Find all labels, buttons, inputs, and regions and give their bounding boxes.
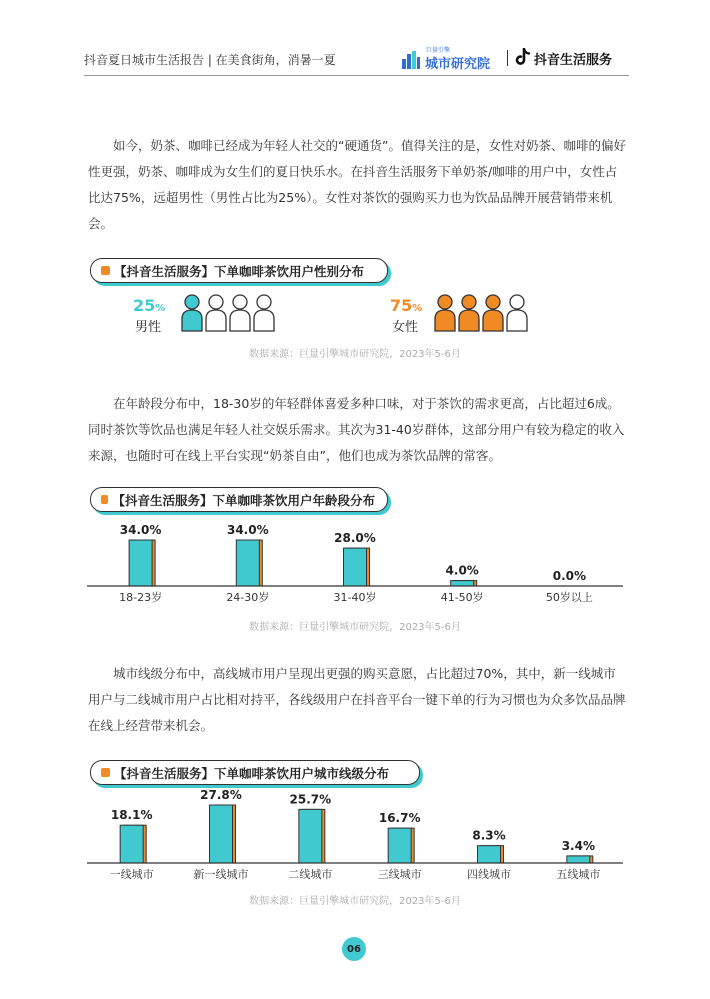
- category-label: 二线城市: [288, 868, 333, 881]
- bar: [299, 809, 322, 863]
- category-label: 四线城市: [467, 868, 511, 881]
- age-distribution-chart: [0, 515, 710, 615]
- female-percent: 75%: [390, 296, 423, 315]
- section-title-text: 【抖音生活服务】下单咖啡茶饮用户城市线级分布: [114, 765, 390, 781]
- logo-divider: [507, 50, 508, 66]
- female-person-icons: [433, 293, 533, 333]
- logo-text: 城市研究院: [425, 57, 491, 72]
- square-bullet-icon: [101, 768, 110, 777]
- section-title-city: [90, 760, 420, 785]
- logo2-text: 抖音生活服务: [534, 53, 613, 68]
- data-source-city: 数据来源：巨量引擎城市研究院，2023年5-6月: [249, 896, 461, 907]
- bar-value-label: 18.1%: [110, 808, 153, 823]
- paragraph-gender: 如今，奶茶、咖啡已经成为年轻人社交的“硬通货”。值得关注的是，女性对奶茶、咖啡的偏好性更强，奶茶、咖啡成为女生们的夏日快乐水。在抖音生活服务下单奶茶/咖啡的用户中，女性占比达75%，远超男性（男性占比为25%）。女性对茶饮的强购买力也为饮品品牌开展营销带来机会。: [88, 138, 626, 231]
- bar: [129, 540, 152, 586]
- city-institute-logo: [402, 45, 502, 71]
- report-title: 抖音夏日城市生活报告 | 在美食街角，消暑一夏: [84, 53, 336, 67]
- category-label: 五线城市: [556, 868, 601, 881]
- bar: [236, 540, 259, 586]
- page-number: 06: [342, 937, 366, 961]
- female-label: 女性: [392, 320, 419, 335]
- data-source-gender: 数据来源：巨量引擎城市研究院，2023年5-6月: [249, 349, 461, 360]
- header-divider: [84, 75, 629, 76]
- square-bullet-icon: [101, 495, 108, 504]
- bar: [451, 581, 474, 586]
- douyin-life-logo: [515, 46, 635, 70]
- bar-value-label: 27.8%: [200, 788, 242, 802]
- male-percent: 25%: [133, 296, 166, 315]
- bar-value-label: 34.0%: [226, 523, 269, 537]
- category-label: 31-40岁: [333, 591, 377, 604]
- logo-small-text: 巨量引擎: [426, 47, 451, 54]
- bar-value-label: 3.4%: [561, 838, 595, 853]
- category-label: 50岁以上: [545, 591, 593, 604]
- bar: [210, 805, 233, 863]
- bar: [120, 825, 143, 863]
- building-bars-icon: [402, 51, 420, 69]
- bar: [478, 846, 501, 863]
- bar: [388, 828, 411, 863]
- person-outline-icon: [252, 293, 276, 333]
- page-header: [84, 44, 629, 74]
- city-tier-chart: [0, 784, 710, 886]
- person-outline-icon: [505, 293, 529, 333]
- male-label: 男性: [135, 320, 162, 335]
- bar-value-label: 16.7%: [378, 811, 421, 826]
- bar-value-label: 4.0%: [445, 563, 479, 578]
- category-label: 18-23岁: [119, 591, 163, 604]
- bar-value-label: 0.0%: [552, 569, 587, 583]
- male-person-icons: [180, 293, 280, 333]
- bar: [344, 548, 367, 586]
- square-bullet-icon: [101, 266, 110, 275]
- category-label: 24-30岁: [226, 591, 270, 604]
- person-outline-icon: [228, 293, 252, 333]
- section-title-age: [90, 487, 388, 512]
- person-filled-icon: [433, 293, 457, 333]
- paragraph-city: 城市线级分布中，高线城市用户呈现出更强的购买意愿，占比超过70%，其中，新一线城市用户与二线城市用户占比相对持平，各线级用户在抖音平台一键下单的行为习惯也为众多饮品品牌在线上经营带来机会。: [88, 666, 626, 733]
- section-title-gender: [90, 258, 388, 283]
- section-title-text: 【抖音生活服务】下单咖啡茶饮用户性别分布: [114, 263, 365, 279]
- person-outline-icon: [204, 293, 228, 333]
- category-label: 一线城市: [109, 868, 154, 881]
- category-label: 三线城市: [377, 868, 422, 881]
- person-filled-icon: [180, 293, 204, 333]
- bar-value-label: 8.3%: [472, 828, 506, 843]
- bar-value-label: 34.0%: [119, 523, 162, 537]
- tiktok-note-icon: [515, 48, 531, 66]
- category-label: 新一线城市: [193, 868, 249, 881]
- category-label: 41-50岁: [440, 591, 484, 604]
- person-filled-icon: [457, 293, 481, 333]
- section-title-text: 【抖音生活服务】下单咖啡茶饮用户年龄段分布: [112, 492, 375, 508]
- data-source-age: 数据来源：巨量引擎城市研究院，2023年5-6月: [249, 622, 461, 633]
- paragraph-age: 在年龄段分布中，18-30岁的年轻群体喜爱多种口味，对于茶饮的需求更高，占比超过6成。同时茶饮等饮品也满足年轻人社交娱乐需求。其次为31-40岁群体，这部分用户有较为稳定的收入来源，也随时可在线上平台实现“奶茶自由”，他们也成为茶饮品牌的常客。: [88, 396, 625, 463]
- bar: [567, 856, 590, 863]
- person-filled-icon: [481, 293, 505, 333]
- bar-value-label: 25.7%: [289, 792, 332, 807]
- bar-value-label: 28.0%: [334, 531, 376, 546]
